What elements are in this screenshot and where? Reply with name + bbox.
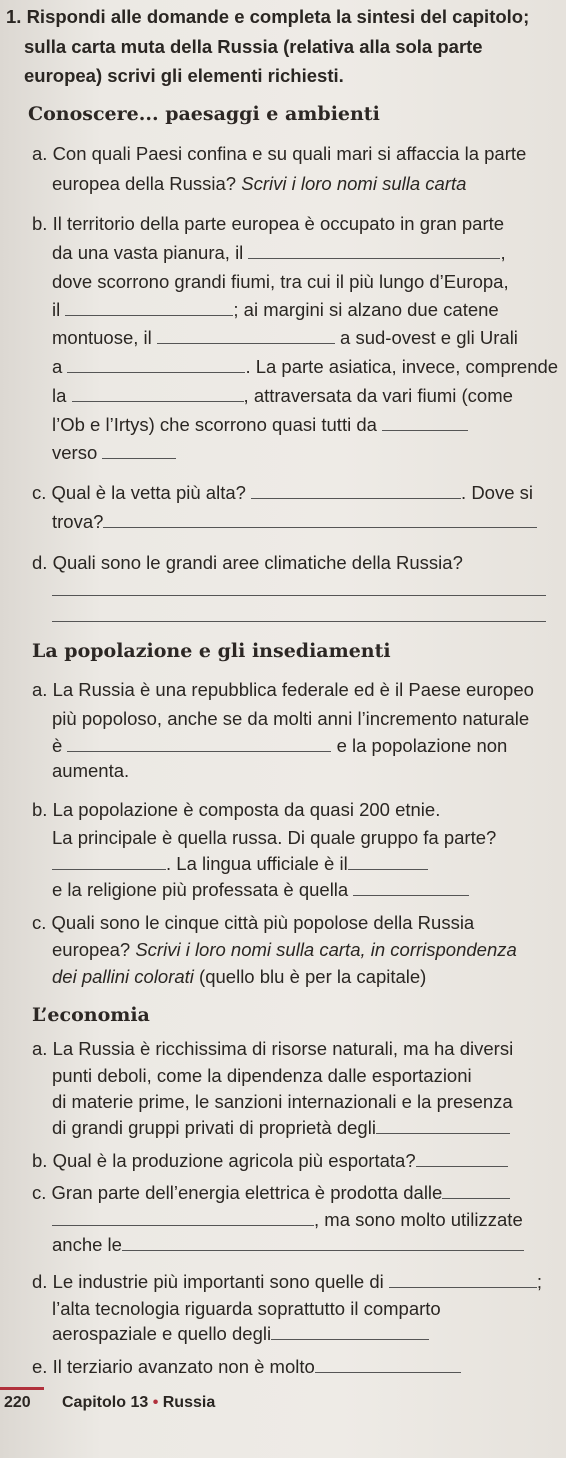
question-3c-line-2: , ma sono molto utilizzate (52, 1209, 523, 1231)
answer-blank[interactable] (103, 511, 537, 528)
question-1c-line-1: c. Qual è la vetta più alta? . Dove si (32, 482, 534, 503)
exercise-heading-line-3: europea) scrivi gli elementi richiesti. (24, 65, 344, 86)
answer-blank[interactable] (52, 853, 166, 870)
question-2c-line-3: dei pallini colorati (quello blu è per la capitale) (52, 966, 427, 987)
question-1b-line-2: da una vasta pianura, il , (52, 242, 506, 263)
question-3b-line-1: b. Qual è la produzione agricola più esportata? (32, 1150, 508, 1172)
answer-blank[interactable] (416, 1150, 508, 1167)
section-title-paesaggi: Conoscere... paesaggi e ambienti (28, 103, 380, 125)
question-3c-line-1: c. Gran parte dell’energia elettrica è prodotta dalle (32, 1182, 510, 1204)
question-2c-line-2: europea? Scrivi i loro nomi sulla carta, in corrispondenza (52, 939, 517, 960)
question-3a-line-2: punti deboli, come la dipendenza dalle esportazioni (52, 1065, 472, 1086)
section-title-economia: L’economia (32, 1004, 150, 1026)
answer-line[interactable] (52, 621, 546, 622)
question-3c-line-3: anche le (52, 1234, 524, 1256)
question-1b-line-9: verso (52, 442, 176, 464)
answer-blank[interactable] (389, 1271, 537, 1288)
section-title-popolazione: La popolazione e gli insediamenti (32, 640, 391, 662)
question-1b-line-5: montuose, il a sud-ovest e gli Urali (52, 327, 518, 348)
question-1b-line-7: la , attraversata da vari fiumi (come (52, 385, 513, 406)
answer-blank[interactable] (122, 1234, 524, 1251)
page-number: 220 (4, 1394, 31, 1411)
question-3d-line-2: l’alta tecnologia riguarda soprattutto il comparto (52, 1298, 441, 1319)
question-2a-line-2: più popoloso, anche se da molti anni l’incremento naturale (52, 708, 530, 729)
answer-blank[interactable] (67, 356, 245, 373)
question-1c-line-2: trova? (52, 511, 537, 533)
question-3a-line-1: a. La Russia è ricchissima di risorse naturali, ma ha diversi (32, 1038, 514, 1059)
answer-blank[interactable] (65, 299, 233, 316)
answer-blank[interactable] (67, 735, 331, 752)
question-2a-line-4: aumenta. (52, 760, 130, 781)
question-1d-line-1: d. Quali sono le grandi aree climatiche della Russia? (32, 552, 463, 573)
bullet-separator: • (152, 1394, 159, 1411)
answer-blank[interactable] (382, 414, 468, 431)
question-3d-line-1: d. Le industrie più importanti sono quelle di ; (32, 1271, 542, 1292)
question-1b-line-4: il ; ai margini si alzano due catene (52, 299, 499, 320)
chapter-label: Capitolo 13 • Russia (62, 1394, 216, 1411)
question-1a-line-1: a. Con quali Paesi confina e su quali mari si affaccia la parte (32, 143, 527, 164)
answer-blank[interactable] (442, 1182, 510, 1199)
answer-blank[interactable] (348, 853, 428, 870)
answer-blank[interactable] (102, 442, 176, 459)
answer-blank[interactable] (251, 482, 461, 499)
question-1b-line-3: dove scorrono grandi fiumi, tra cui il più lungo d’Europa, (52, 271, 509, 292)
answer-blank[interactable] (157, 327, 335, 344)
question-2b-line-1: b. La popolazione è composta da quasi 200 etnie. (32, 799, 441, 820)
question-3a-line-3: di materie prime, le sanzioni internazionali e la presenza (52, 1091, 513, 1112)
answer-blank[interactable] (72, 385, 244, 402)
question-3e-line-1: e. Il terziario avanzato non è molto (32, 1356, 461, 1378)
exercise-heading-line-2: sulla carta muta della Russia (relativa alla sola parte (24, 36, 483, 57)
question-2b-line-2: La principale è quella russa. Di quale gruppo fa parte? (52, 827, 497, 848)
exercise-heading-line-1: 1. Rispondi alle domande e completa la sintesi del capitolo; (6, 6, 530, 27)
question-2c-line-1: c. Quali sono le cinque città più popolose della Russia (32, 912, 475, 933)
question-2b-line-4: e la religione più professata è quella (52, 879, 469, 901)
question-1b-line-1: b. Il territorio della parte europea è occupato in gran parte (32, 213, 505, 234)
question-2a-line-1: a. La Russia è una repubblica federale ed è il Paese europeo (32, 679, 534, 700)
question-2b-line-3: . La lingua ufficiale è il (52, 853, 428, 875)
answer-blank[interactable] (52, 1209, 314, 1226)
question-2a-line-3: è e la popolazione non (52, 735, 508, 756)
question-1b-line-6: a . La parte asiatica, invece, comprende (52, 356, 559, 377)
answer-blank[interactable] (353, 879, 469, 896)
answer-blank[interactable] (271, 1323, 429, 1340)
footer-accent-bar (0, 1387, 44, 1390)
question-1b-line-8: l’Ob e l’Irtys) che scorrono quasi tutti da (52, 414, 468, 436)
question-1a-line-2: europea della Russia? Scrivi i loro nomi sulla carta (52, 173, 467, 194)
question-3d-line-3: aerospaziale e quello degli (52, 1323, 429, 1345)
answer-blank[interactable] (315, 1356, 461, 1373)
answer-blank[interactable] (248, 242, 500, 259)
question-3a-line-4: di grandi gruppi privati di proprietà degli (52, 1117, 510, 1139)
answer-line[interactable] (52, 595, 546, 596)
answer-blank[interactable] (376, 1117, 510, 1134)
